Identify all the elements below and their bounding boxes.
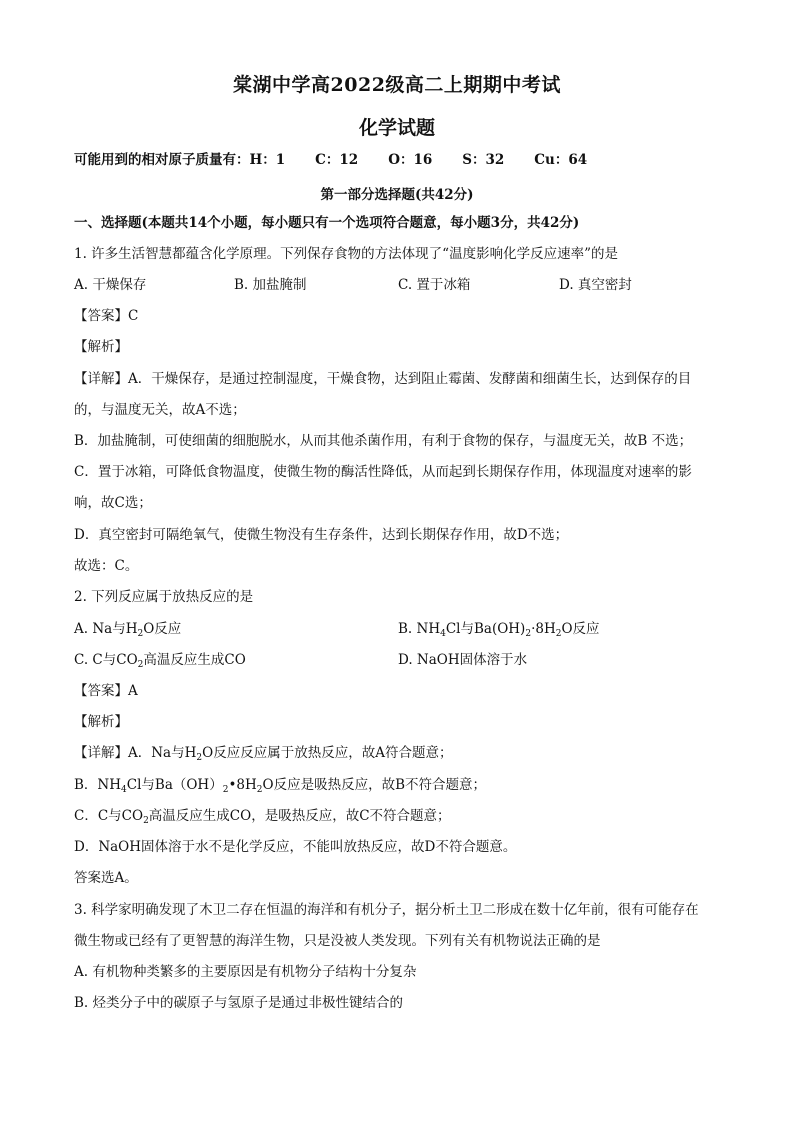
part1-instructions: 一、选择题(本题共14个小题，每小题只有一个选项符合题意，每小题3分，共42分)	[74, 215, 580, 231]
q2-analysis-label: 【解析】	[74, 714, 128, 730]
q1-detail-a-line2: 的，与温度无关，故A不选；	[74, 402, 246, 418]
q2-detail-c-text2: 高温反应生成CO，是吸热反应，故C不符合题意；	[148, 808, 451, 824]
q2-detail-a-text2: O反应反应属于放热反应，故A符合题意；	[202, 745, 453, 761]
q2-option-b-text: B. NH	[398, 621, 441, 637]
exam-title: 棠湖中学高2022级高二上期期中考试	[233, 74, 561, 96]
q1-detail-d: D．真空密封可隔绝氧气，使微生物没有生存条件，达到长期保存作用，故D不选；	[74, 527, 569, 543]
q2-option-a-sub: 2	[137, 629, 144, 639]
q1-option-d: D. 真空密封	[559, 277, 632, 293]
q1-detail-c-line2: 响，故C选；	[74, 495, 152, 511]
q1-conclusion: 故选：C。	[74, 558, 139, 574]
q2-option-b-sub1: 4	[440, 629, 446, 639]
q1-detail-a-line1: 【详解】A．干燥保存，是通过控制湿度，干燥食物，达到阻止霉菌、发酵菌和细菌生长，达到保存的目	[74, 371, 692, 387]
q2-option-b	[398, 620, 600, 638]
part1-heading: 第一部分选择题(共42分)	[320, 187, 474, 203]
q3-stem-line2: 微生物或已经有了更智慧的海洋生物，只是没被人类发现。下列有关有机物说法正确的是	[74, 933, 601, 949]
q2-option-c-sub: 2	[137, 660, 144, 670]
mass-o: O：16	[388, 152, 433, 168]
q1-option-a: A. 干燥保存	[74, 277, 147, 293]
q2-detail-b-text2: Cl与Ba（OH）	[126, 777, 223, 793]
q1-detail-b: B．加盐腌制，可使细菌的细胞脱水，从而其他杀菌作用，有利于食物的保存，与温度无关，故B 不选；	[74, 433, 693, 449]
q3-option-b: B. 烃类分子中的碳原子与氢原子是通过非极性键结合的	[74, 995, 404, 1011]
q2-option-b-sub2: 2	[525, 629, 532, 639]
q2-option-a-text: A. Na与H	[74, 621, 138, 637]
q2-option-b-sub3: 2	[555, 629, 562, 639]
q2-detail-b-text4: O反应是吸热反应，故B不符合题意；	[262, 777, 487, 793]
q3-stem-line1: 3. 科学家明确发现了木卫二存在恒温的海洋和有机分子，据分析土卫二形成在数十亿年前，很有可能存在	[74, 902, 699, 918]
q1-option-b: B. 加盐腌制	[234, 277, 307, 293]
q2-option-d: D. NaOH固体溶于水	[398, 652, 528, 668]
q2-answer: 【答案】A	[74, 683, 138, 699]
mass-s: S：32	[462, 152, 505, 168]
q3-option-a: A. 有机物种类繁多的主要原因是有机物分子结构十分复杂	[74, 964, 417, 980]
mass-h: H：1	[249, 152, 286, 168]
q2-detail-a	[74, 744, 452, 762]
q2-stem: 2. 下列反应属于放热反应的是	[74, 589, 254, 605]
mass-c: C：12	[315, 152, 359, 168]
q2-option-a	[74, 620, 181, 638]
q2-detail-b-text: B．NH	[74, 777, 122, 793]
mass-cu: Cu：64	[534, 152, 588, 168]
q2-detail-b-sub1: 4	[121, 785, 127, 795]
q2-detail-c	[74, 807, 451, 825]
q1-option-c: C. 置于冰箱	[398, 277, 471, 293]
q2-detail-c-sub: 2	[143, 816, 149, 826]
q2-option-c	[74, 651, 246, 669]
q2-detail-d: D．NaOH固体溶于水不是化学反应，不能叫放热反应，故D不符合题意。	[74, 839, 517, 855]
q2-detail-b-sub3: 2	[256, 785, 263, 795]
q2-detail-c-text: C．C与CO	[74, 808, 144, 824]
q2-detail-a-text: 【详解】A．Na与H	[74, 745, 197, 761]
q1-answer: 【答案】C	[74, 308, 139, 324]
q2-option-c-text2: 高温反应生成CO	[143, 652, 246, 668]
atomic-masses-label: 可能用到的相对原子质量有：	[74, 152, 250, 168]
q2-detail-a-sub: 2	[196, 753, 203, 763]
q2-option-b-text2: Cl与Ba(OH)	[445, 621, 526, 637]
q2-option-a-text2: O反应	[143, 621, 182, 637]
exam-subject: 化学试题	[358, 117, 435, 139]
q2-conclusion: 答案选A。	[74, 870, 138, 886]
q1-analysis-label: 【解析】	[74, 339, 128, 355]
q1-stem: 1. 许多生活智慧都蕴含化学原理。下列保存食物的方法体现了“温度影响化学反应速率”的是	[74, 246, 618, 262]
q2-option-b-text4: O反应	[561, 621, 600, 637]
q1-detail-c-line1: C．置于冰箱，可降低食物温度，使微生物的酶活性降低，从而起到长期保存作用，体现温度对速率的影	[74, 464, 692, 480]
q2-option-c-text: C. C与CO	[74, 652, 138, 668]
q2-detail-b	[74, 776, 486, 794]
q2-detail-b-text3: •8H	[228, 777, 257, 793]
atomic-masses	[74, 151, 587, 169]
q2-option-b-text3: ·8H	[531, 621, 556, 637]
q2-detail-b-sub2: 2	[222, 785, 229, 795]
